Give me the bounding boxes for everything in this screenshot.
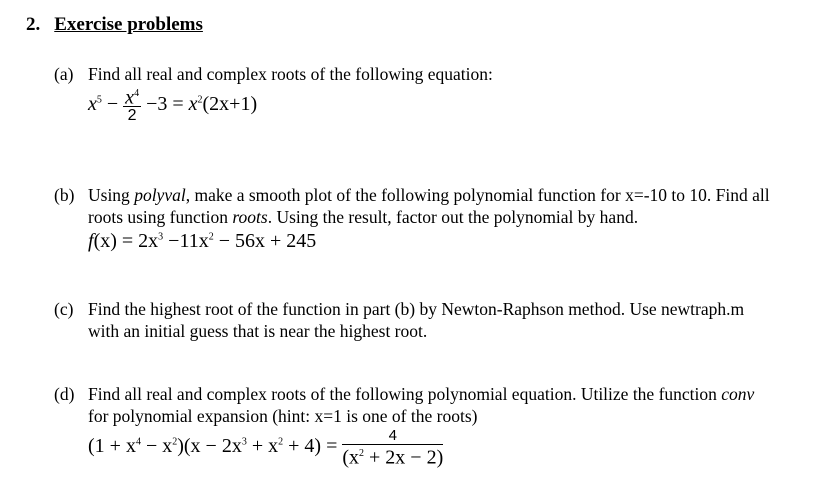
- equation-d: $(1 + x^4 - x^2)(x - 2x^3 + x^2 + 4)$ = $\frac{4}{(x^2 + 2x - 2)}$: [88, 427, 444, 469]
- part-a-label: (a): [54, 64, 74, 84]
- part-b: (b) Using polyval, make a smooth plot of the following polynomial function for x=-10 to 10. Find all roots using function roots. Using the result, factor out the polynomial by hand.: [54, 185, 770, 227]
- part-a: [54, 63, 493, 85]
- section-number: 2.: [26, 14, 41, 35]
- part-b-label: (b): [54, 185, 75, 205]
- part-c-label: (c): [54, 299, 74, 319]
- part-c: (c) Find the highest root of the function in part (b) by Newton-Raphson method. Use newtraph.m with an initial guess that is near the highest root.: [54, 299, 745, 341]
- fraction-x4-over-2: $\frac{x^4}{2}$: [125, 86, 140, 124]
- part-d: (d) Find all real and complex roots of the following polynomial equation. Utilize the function conv for polynomial expansion (hint: x=1 is one of the roots): [54, 384, 755, 426]
- equation-b: $f(x) = 2x^3 -11x^2 - 56x + 245$: [88, 230, 317, 252]
- part-a-text: Find all real and complex roots of the following equation:: [88, 64, 493, 84]
- section-title: Exercise problems: [54, 14, 203, 35]
- part-d-label: (d): [54, 384, 75, 404]
- fraction-rhs: $\frac{4}{(x^2 + 2x - 2)}$: [342, 427, 444, 469]
- equation-a: $x^5$ − $\frac{x^4}{2}$ $-3 = x^2(2x+1)$: [88, 86, 258, 124]
- section-heading: [26, 14, 203, 36]
